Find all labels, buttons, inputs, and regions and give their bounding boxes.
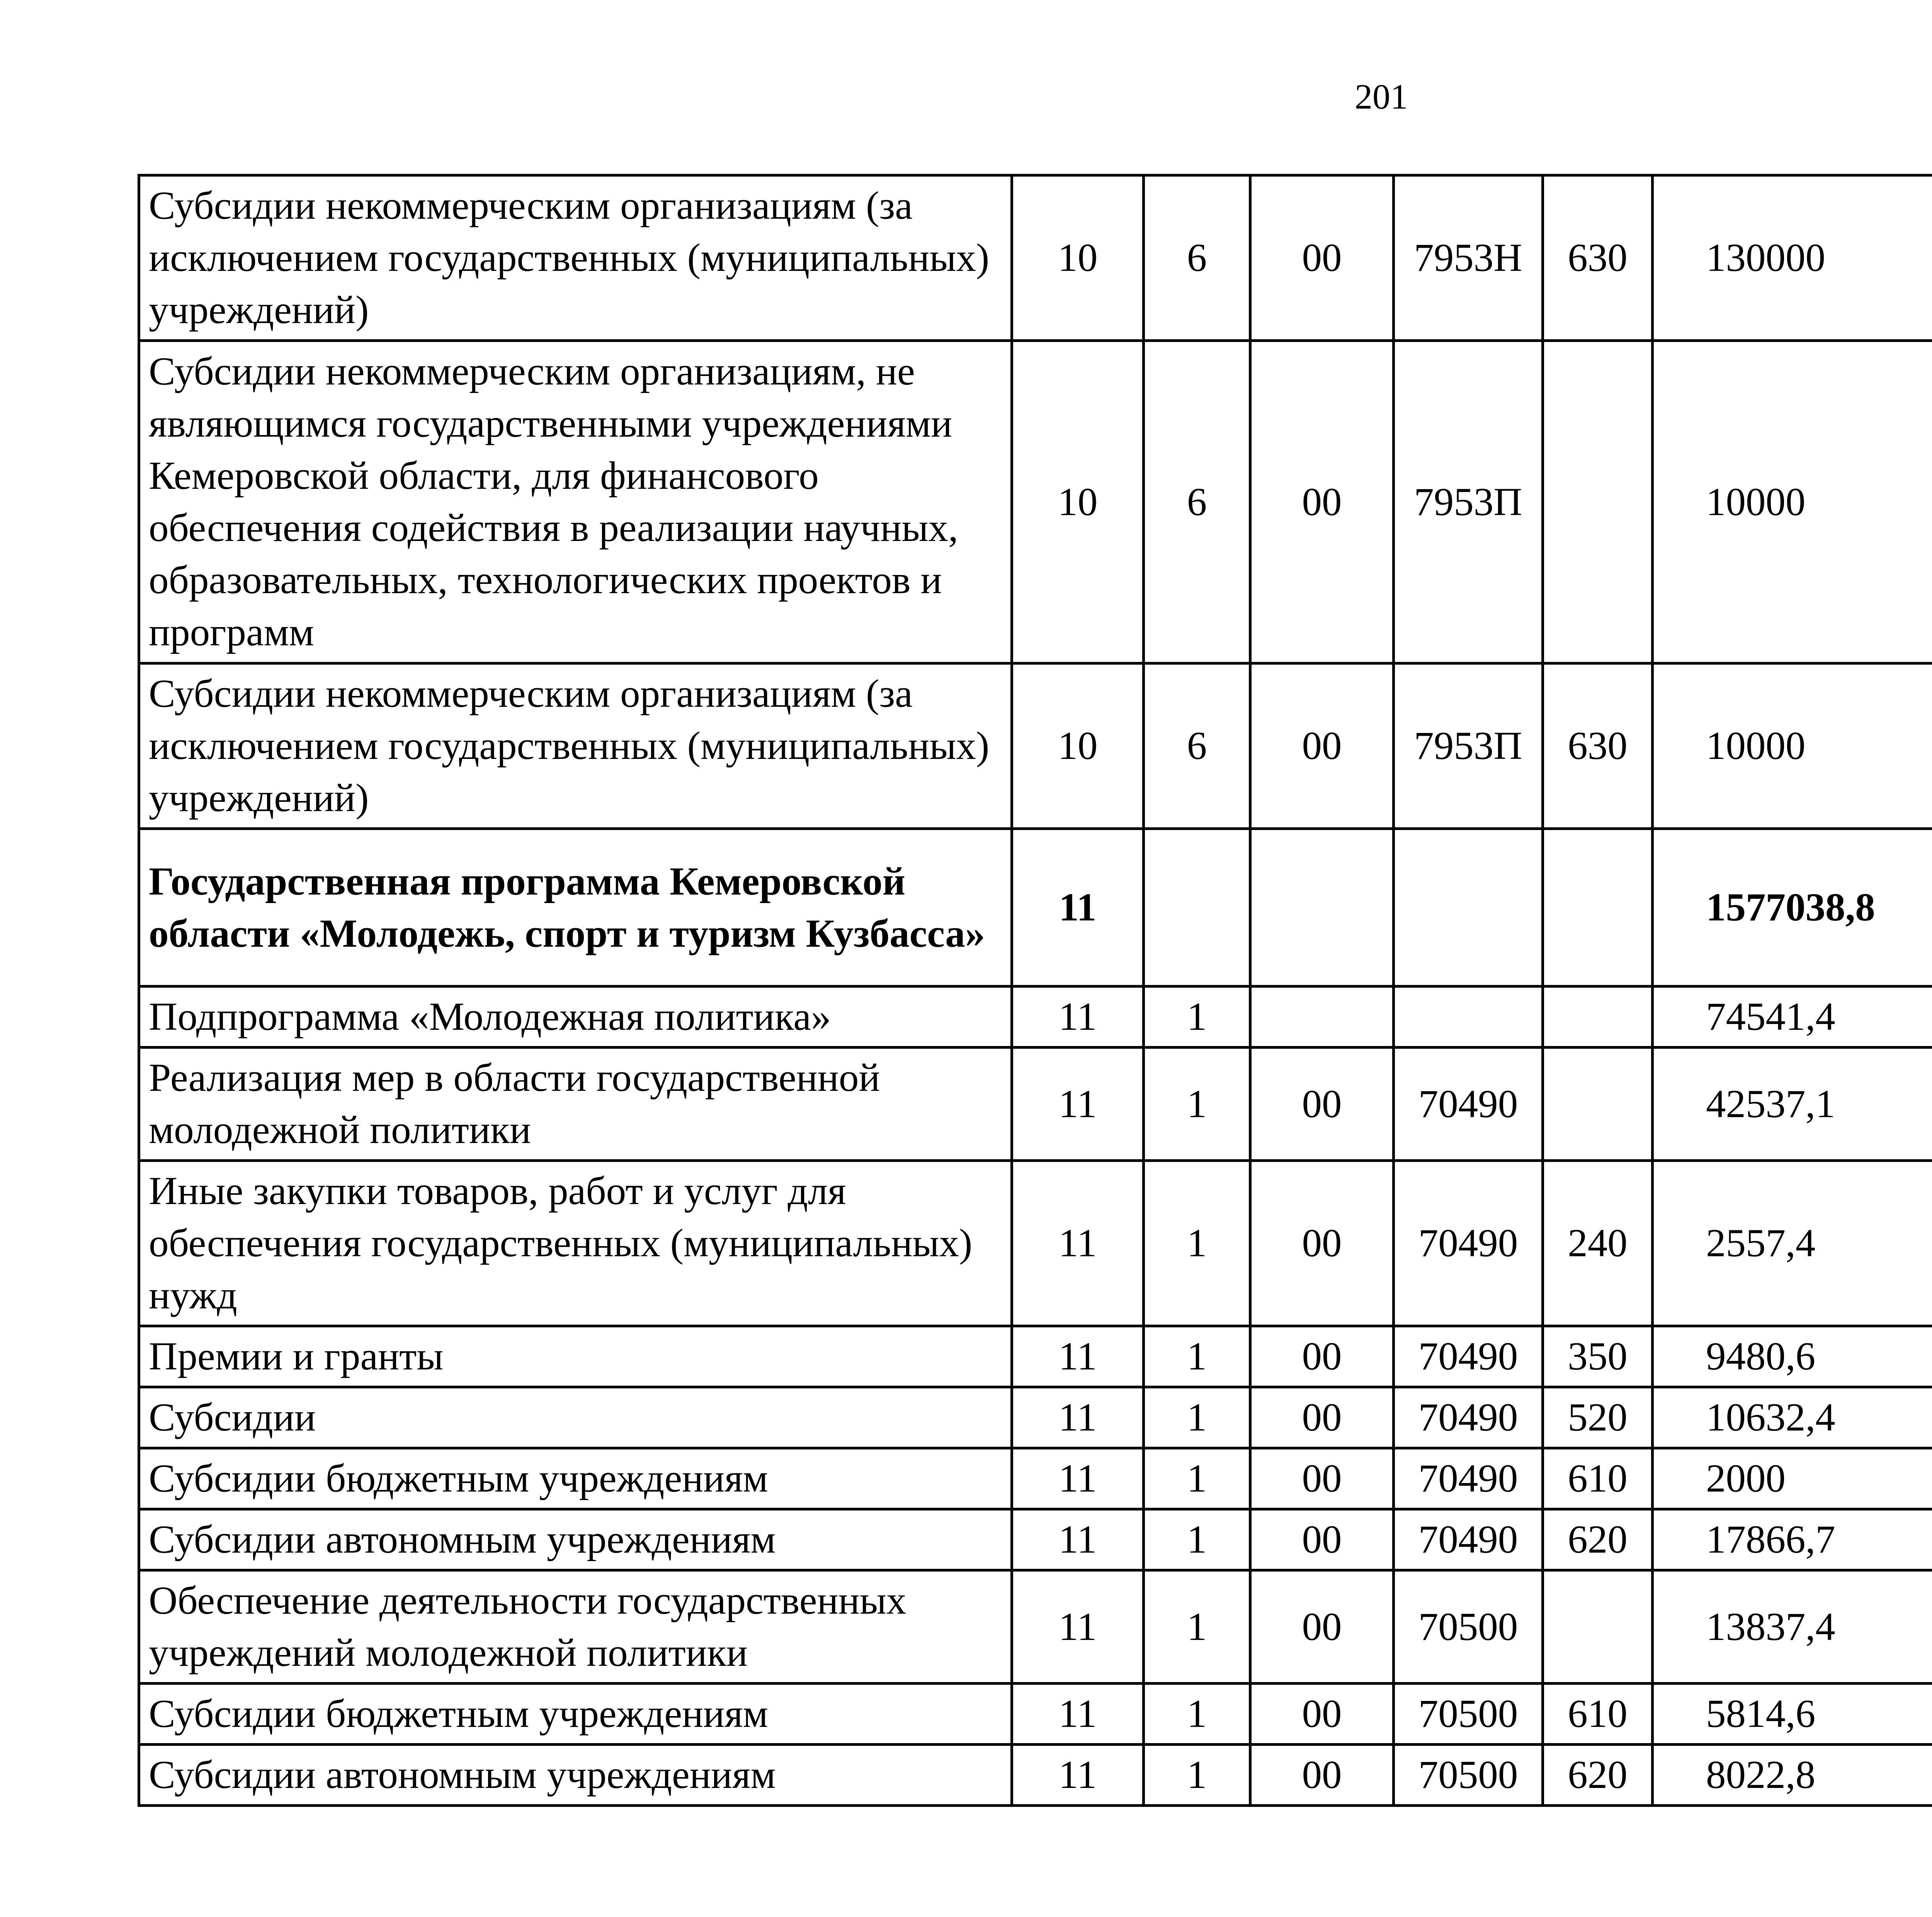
row-name: Реализация мер в области государственной молодежной политики	[139, 1048, 1012, 1161]
code-main-activity: 00	[1250, 1326, 1394, 1387]
row-name: Премии и гранты	[139, 1326, 1012, 1387]
value-year-1: 2557,4	[1653, 1161, 1932, 1326]
row-name: Субсидии автономным учреждениям	[139, 1509, 1012, 1570]
code-subprogram: 1	[1144, 987, 1250, 1048]
row-name: Субсидии бюджетным учреждениям	[139, 1448, 1012, 1509]
value-year-1: 74541,4	[1653, 987, 1932, 1048]
code-main-activity: 00	[1250, 341, 1394, 663]
code-subprogram: 6	[1144, 663, 1250, 829]
code-direction: 7953Н	[1394, 175, 1543, 341]
code-expense-type: 610	[1543, 1684, 1653, 1745]
code-expense-type: 240	[1543, 1161, 1653, 1326]
code-direction: 70490	[1394, 1326, 1543, 1387]
code-direction: 70490	[1394, 1161, 1543, 1326]
code-expense-type	[1543, 829, 1653, 987]
table-row	[139, 1048, 1932, 1161]
code-section: 11	[1012, 1326, 1144, 1387]
row-name: Государственная программа Кемеровской области «Молодежь, спорт и туризм Кузбасса»	[139, 829, 1012, 987]
value-year-1: 42537,1	[1653, 1048, 1932, 1161]
value-year-1: 10000	[1653, 341, 1932, 663]
code-subprogram: 1	[1144, 1048, 1250, 1161]
code-section: 11	[1012, 1161, 1144, 1326]
row-name: Субсидии автономным учреждениям	[139, 1745, 1012, 1806]
code-main-activity: 00	[1250, 1570, 1394, 1684]
code-main-activity: 00	[1250, 663, 1394, 829]
code-section: 11	[1012, 1509, 1144, 1570]
value-year-1: 2000	[1653, 1448, 1932, 1509]
table-row	[139, 175, 1932, 341]
page-number: 201	[1355, 77, 1408, 116]
code-expense-type: 520	[1543, 1387, 1653, 1448]
code-direction: 70500	[1394, 1684, 1543, 1745]
table-row	[139, 1326, 1932, 1387]
code-direction: 70500	[1394, 1570, 1543, 1684]
code-section: 11	[1012, 1448, 1144, 1509]
code-direction	[1394, 829, 1543, 987]
value-year-1: 10000	[1653, 663, 1932, 829]
code-expense-type: 620	[1543, 1509, 1653, 1570]
code-direction: 7953П	[1394, 663, 1543, 829]
row-name: Субсидии некоммерческим организациям (за исключением государственных (муниципальных) учреждений)	[139, 663, 1012, 829]
code-direction: 70490	[1394, 1387, 1543, 1448]
code-subprogram: 1	[1144, 1684, 1250, 1745]
code-main-activity: 00	[1250, 1684, 1394, 1745]
code-section: 11	[1012, 1745, 1144, 1806]
row-name: Иные закупки товаров, работ и услуг для обеспечения государственных (муниципальных) нужд	[139, 1161, 1012, 1326]
row-name: Подпрограмма «Молодежная политика»	[139, 987, 1012, 1048]
code-main-activity: 00	[1250, 1448, 1394, 1509]
code-section: 11	[1012, 1570, 1144, 1684]
code-direction	[1394, 987, 1543, 1048]
code-direction: 70490	[1394, 1448, 1543, 1509]
code-subprogram: 1	[1144, 1509, 1250, 1570]
row-name: Субсидии некоммерческим организациям, не являющимся государственными учреждениями Кемеровской области, для финансового обеспечения содействия в реализации научных, образовательных, технологических проектов и программ	[139, 341, 1012, 663]
code-expense-type	[1543, 987, 1653, 1048]
row-name: Субсидии некоммерческим организациям (за исключением государственных (муниципальных) учреждений)	[139, 175, 1012, 341]
code-direction: 70500	[1394, 1745, 1543, 1806]
code-expense-type	[1543, 341, 1653, 663]
code-main-activity: 00	[1250, 1509, 1394, 1570]
code-section: 11	[1012, 1684, 1144, 1745]
code-main-activity	[1250, 987, 1394, 1048]
code-direction: 70490	[1394, 1048, 1543, 1161]
code-main-activity: 00	[1250, 1745, 1394, 1806]
row-name: Субсидии бюджетным учреждениям	[139, 1684, 1012, 1745]
table-row	[139, 1509, 1932, 1570]
code-subprogram: 1	[1144, 1570, 1250, 1684]
code-expense-type: 610	[1543, 1448, 1653, 1509]
code-main-activity: 00	[1250, 1387, 1394, 1448]
table-row	[139, 1387, 1932, 1448]
code-section: 10	[1012, 341, 1144, 663]
code-subprogram: 6	[1144, 175, 1250, 341]
code-section: 11	[1012, 1048, 1144, 1161]
table-row	[139, 829, 1932, 987]
code-subprogram: 6	[1144, 341, 1250, 663]
code-section: 11	[1012, 1387, 1144, 1448]
code-subprogram: 1	[1144, 1387, 1250, 1448]
value-year-1: 5814,6	[1653, 1684, 1932, 1745]
table-row	[139, 987, 1932, 1048]
code-main-activity: 00	[1250, 1048, 1394, 1161]
code-subprogram	[1144, 829, 1250, 987]
code-direction: 70490	[1394, 1509, 1543, 1570]
table-row	[139, 1570, 1932, 1684]
code-section: 10	[1012, 175, 1144, 341]
code-subprogram: 1	[1144, 1326, 1250, 1387]
table-row	[139, 1684, 1932, 1745]
code-section: 11	[1012, 987, 1144, 1048]
code-expense-type: 630	[1543, 663, 1653, 829]
table-row	[139, 663, 1932, 829]
value-year-1: 130000	[1653, 175, 1932, 341]
value-year-1: 1577038,8	[1653, 829, 1932, 987]
table-row	[139, 1745, 1932, 1806]
code-expense-type: 620	[1543, 1745, 1653, 1806]
code-section: 11	[1012, 829, 1144, 987]
code-expense-type: 630	[1543, 175, 1653, 341]
code-subprogram: 1	[1144, 1448, 1250, 1509]
code-main-activity: 00	[1250, 175, 1394, 341]
code-expense-type	[1543, 1048, 1653, 1161]
code-subprogram: 1	[1144, 1161, 1250, 1326]
code-main-activity	[1250, 829, 1394, 987]
value-year-1: 10632,4	[1653, 1387, 1932, 1448]
code-subprogram: 1	[1144, 1745, 1250, 1806]
row-name: Обеспечение деятельности государственных учреждений молодежной политики	[139, 1570, 1012, 1684]
code-expense-type: 350	[1543, 1326, 1653, 1387]
code-expense-type	[1543, 1570, 1653, 1684]
code-direction: 7953П	[1394, 341, 1543, 663]
value-year-1: 17866,7	[1653, 1509, 1932, 1570]
table-row	[139, 1161, 1932, 1326]
value-year-1: 9480,6	[1653, 1326, 1932, 1387]
value-year-1: 13837,4	[1653, 1570, 1932, 1684]
row-name: Субсидии	[139, 1387, 1012, 1448]
budget-table	[138, 174, 1932, 1807]
code-main-activity: 00	[1250, 1161, 1394, 1326]
table-row	[139, 341, 1932, 663]
value-year-1: 8022,8	[1653, 1745, 1932, 1806]
code-section: 10	[1012, 663, 1144, 829]
table-row	[139, 1448, 1932, 1509]
